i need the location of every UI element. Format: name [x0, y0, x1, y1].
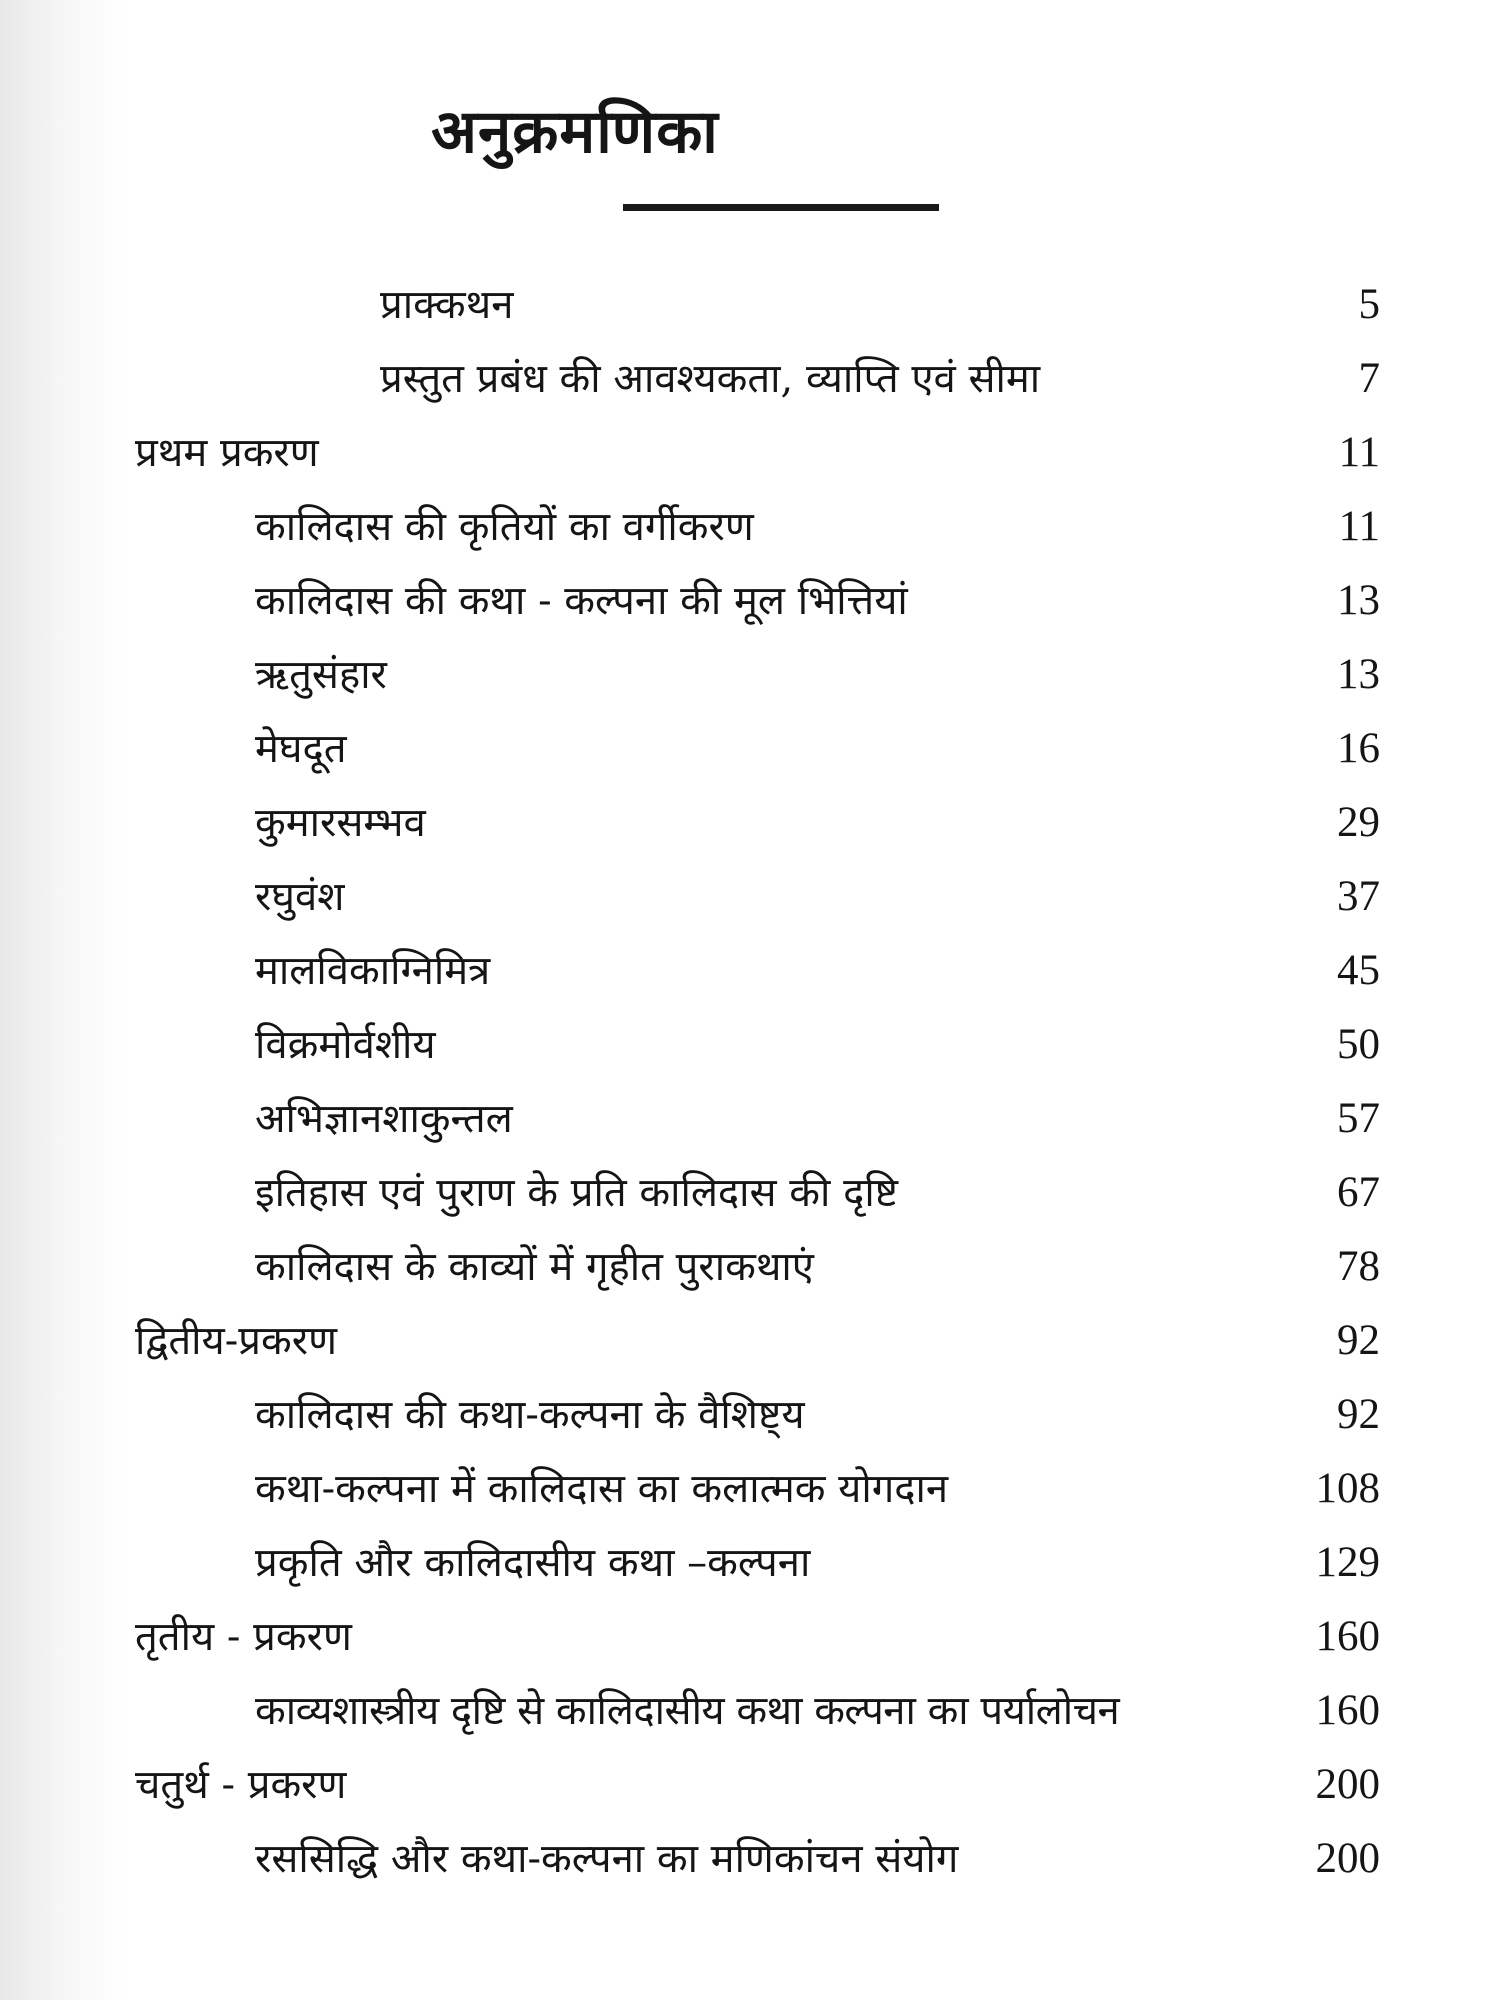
toc-entry-page: 160: [1315, 1613, 1380, 1660]
toc-entry-page: 13: [1337, 577, 1380, 624]
toc-entry: [0, 1378, 1380, 1452]
toc-entry-page: 45: [1337, 947, 1380, 994]
toc-entry-page: 92: [1337, 1391, 1380, 1438]
toc-entry-label: कालिदास की कथा - कल्पना की मूल भित्तियां: [255, 578, 908, 624]
toc-entry-label: कालिदास की कृतियों का वर्गीकरण: [255, 504, 754, 550]
toc-entry-label: मालविकाग्निमित्र: [255, 948, 491, 994]
toc-entry: [0, 786, 1380, 860]
toc-entry: [0, 1156, 1380, 1230]
toc-entry-label: विक्रमोर्वशीय: [255, 1022, 436, 1068]
toc-entry-page: 160: [1315, 1687, 1380, 1734]
toc-entry-page: 200: [1315, 1761, 1380, 1808]
toc-entry: [0, 342, 1380, 416]
toc-entry: [0, 712, 1380, 786]
toc-entry-page: 11: [1338, 503, 1380, 550]
toc-entry-page: 78: [1337, 1243, 1380, 1290]
toc-entry-page: 7: [1358, 355, 1380, 402]
toc-entry-page: 200: [1315, 1835, 1380, 1882]
toc-entry-page: 13: [1337, 651, 1380, 698]
toc-entry-label: प्राक्कथन: [380, 282, 514, 328]
toc-entry-label: प्रस्तुत प्रबंध की आवश्यकता, व्याप्ति एवं सीमा: [380, 356, 1041, 402]
toc-entry-label: इतिहास एवं पुराण के प्रति कालिदास की दृष्टि: [255, 1170, 899, 1216]
toc-section-heading: [0, 1600, 1380, 1674]
toc-entry-page: 57: [1337, 1095, 1380, 1142]
toc-entry-label: तृतीय - प्रकरण: [135, 1614, 352, 1660]
toc-section-heading: [0, 1304, 1380, 1378]
toc-entry: [0, 934, 1380, 1008]
toc-entry: [0, 860, 1380, 934]
toc-entry-page: 29: [1337, 799, 1380, 846]
toc-entry: [0, 638, 1380, 712]
toc-section-heading: [0, 416, 1380, 490]
toc-entry: [0, 1230, 1380, 1304]
toc-entry-page: 50: [1337, 1021, 1380, 1068]
title-underline: [623, 204, 939, 211]
toc-entry-label: कथा-कल्पना में कालिदास का कलात्मक योगदान: [255, 1466, 949, 1512]
toc-entry: [0, 1526, 1380, 1600]
toc-entry-page: 37: [1337, 873, 1380, 920]
toc-entry-page: 5: [1358, 281, 1380, 328]
toc-entry-page: 67: [1337, 1169, 1380, 1216]
toc-entry: [0, 268, 1380, 342]
toc-entry-label: मेघदूत: [255, 726, 347, 772]
toc-entry: [0, 1452, 1380, 1526]
toc-entry-page: 108: [1315, 1465, 1380, 1512]
toc-entry-label: अभिज्ञानशाकुन्तल: [255, 1096, 513, 1142]
toc-entry-label: रघुवंश: [255, 874, 345, 920]
toc-entry-label: प्रकृति और कालिदासीय कथा –कल्पना: [255, 1540, 811, 1586]
toc-entry-page: 129: [1315, 1539, 1380, 1586]
toc-entry-label: चतुर्थ - प्रकरण: [135, 1762, 347, 1808]
toc-entry-label: काव्यशास्त्रीय दृष्टि से कालिदासीय कथा कल्पना का पर्यालोचन: [255, 1688, 1120, 1734]
toc-entry-page: 16: [1337, 725, 1380, 772]
toc-section-heading: [0, 1748, 1380, 1822]
toc-entry-label: कालिदास की कथा-कल्पना के वैशिष्ट्य: [255, 1392, 805, 1438]
toc-entry-page: 11: [1338, 429, 1380, 476]
toc-entry-label: ऋतुसंहार: [255, 652, 387, 698]
toc-entry: [0, 490, 1380, 564]
toc-entry-label: प्रथम प्रकरण: [135, 430, 319, 476]
toc-entry-label: द्वितीय-प्रकरण: [135, 1318, 337, 1364]
toc-entry: [0, 1674, 1380, 1748]
toc-entry: [0, 1008, 1380, 1082]
toc-entry: [0, 564, 1380, 638]
toc-entry-label: कालिदास के काव्यों में गृहीत पुराकथाएं: [255, 1244, 814, 1290]
toc-entry: [0, 1822, 1380, 1896]
page-title: अनुक्रमणिका: [431, 97, 719, 167]
toc-entry-label: कुमारसम्भव: [255, 800, 426, 846]
toc-entry-page: 92: [1337, 1317, 1380, 1364]
toc-entry-label: रससिद्धि और कथा-कल्पना का मणिकांचन संयोग: [255, 1836, 959, 1882]
toc-entry: [0, 1082, 1380, 1156]
